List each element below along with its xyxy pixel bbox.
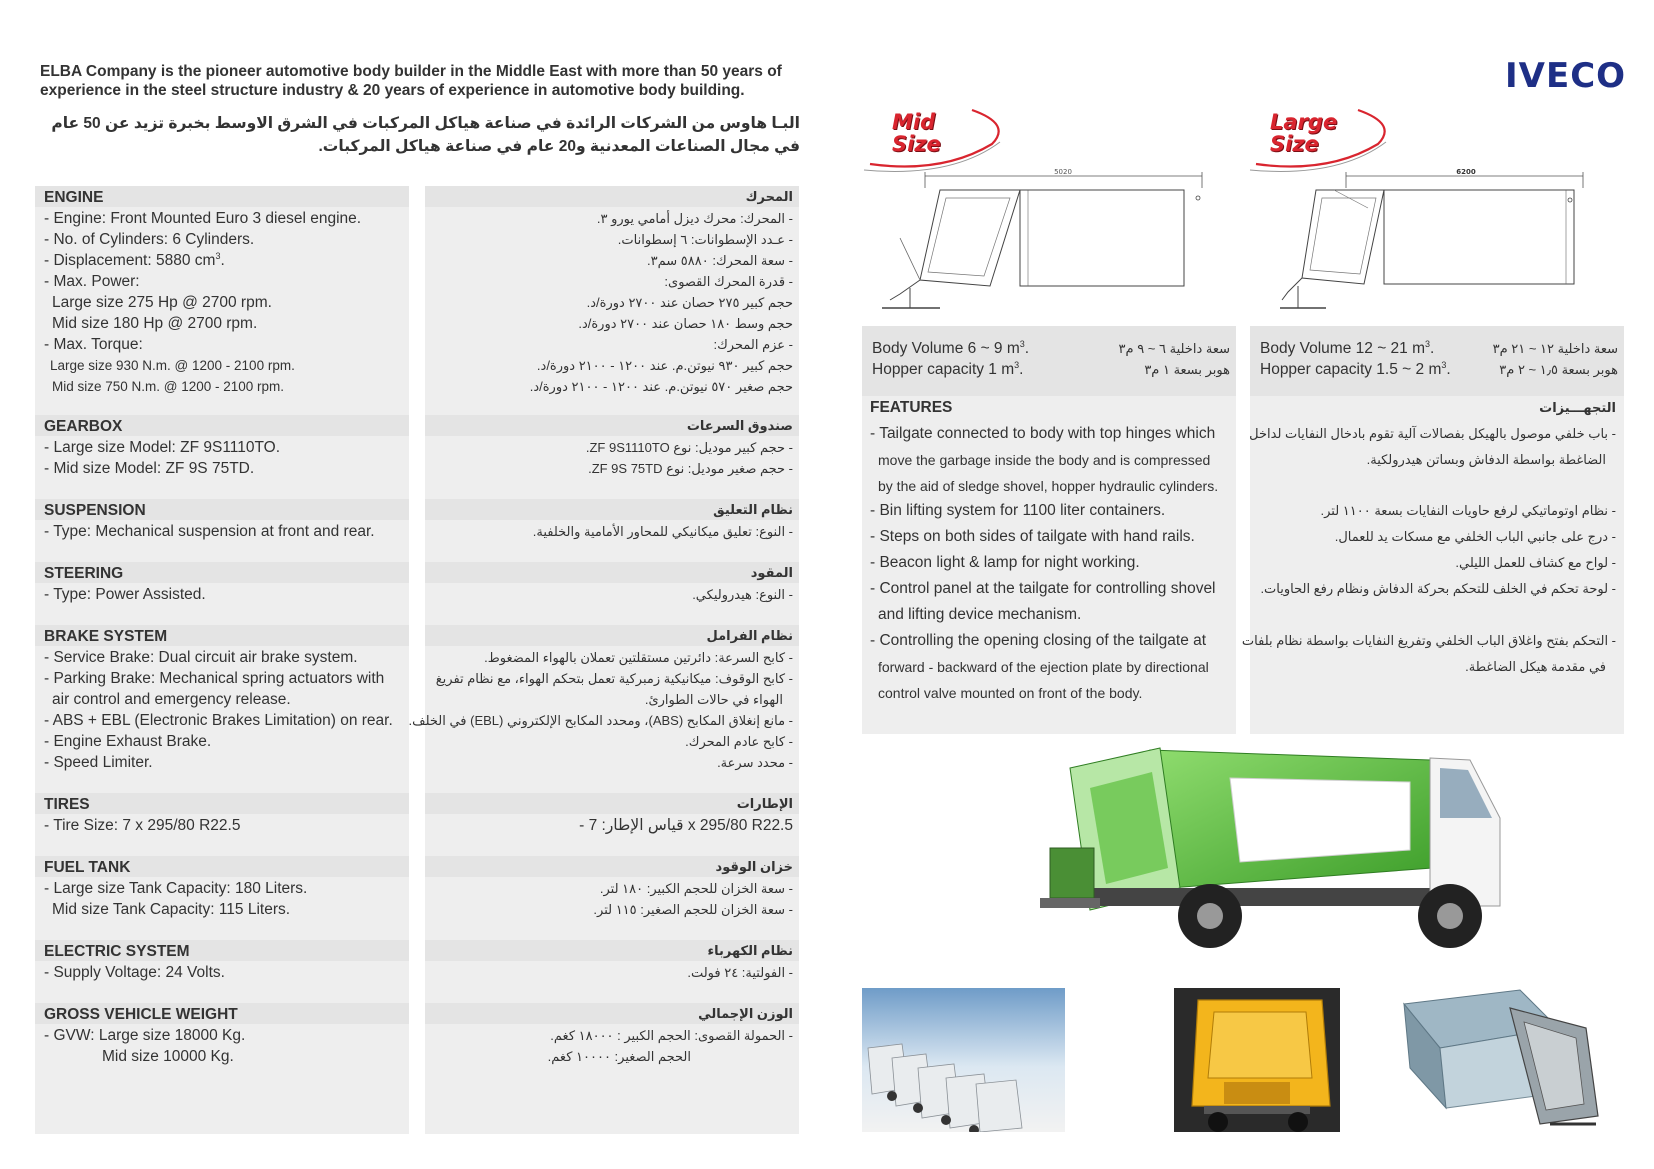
- spec-line-ar: - النوع: تعليق ميكانيكي للمحاور الأمامية والخلفية.: [532, 524, 793, 539]
- large-hopper-capacity: Hopper capacity 1.5 ~ 2 $m^3$.: [1260, 359, 1451, 378]
- spec-line: Mid size 10000 Kg.: [102, 1048, 234, 1065]
- electric-title: ELECTRIC SYSTEM: [44, 943, 190, 960]
- feature-line-ar: - التحكم بفتح واغلاق الباب الخلفي وتفريغ النفايات بواسطة نظام بلفات: [1241, 633, 1616, 648]
- features-title: FEATURES: [870, 399, 953, 416]
- intro-arabic: البـا هاوس من الشركات الرائدة في صناعة هياكل المركبات في الشرق الاوسط بخبرة تزيد عن 50 عام في مجال الصناعات المعدنية و20 عام في صناعة هياكل المركبات.: [51, 115, 800, 155]
- mid-hopper-capacity: Hopper capacity 1 $m^3$.: [872, 359, 1024, 378]
- spec-line: - Service Brake: Dual circuit air brake system.: [44, 649, 358, 666]
- spec-line: - ABS + EBL (Electronic Brakes Limitation) on rear.: [44, 712, 393, 729]
- feature-line-ar: - نظام اوتوماتيكي لرفع حاويات النفايات بسعة ١١٠٠ لتر.: [1320, 503, 1616, 518]
- spec-line: - Max. Power:: [44, 273, 140, 290]
- spec-line: - Type: Power Assisted.: [44, 586, 206, 603]
- feature-line: by the aid of sledge shovel, hopper hydraulic cylinders.: [878, 478, 1219, 494]
- intro-english: ELBA Company is the pioneer automotive body builder in the Middle East with more than 50 years of experience in the steel structure industry & 20 years of experience in automotive body building.: [40, 63, 782, 99]
- feature-line: - Tailgate connected to body with top hinges which: [870, 425, 1216, 442]
- brake-title: BRAKE SYSTEM: [44, 628, 168, 645]
- large-body-volume-ar: سعة داخلية ١٢ ~ ٢١ م٣: [1492, 341, 1618, 356]
- spec-line-ar: - محدد سرعة.: [717, 755, 793, 770]
- feature-line-ar: - درج على جانبي الباب الخلفي مع مسكات يد للعمال.: [1334, 529, 1616, 544]
- spec-line-ar: حجم وسط ١٨٠ حصان عند ٢٧٠٠ دورة/د.: [578, 316, 793, 331]
- spec-line-ar: - سعة المحرك: ٥٨٨٠ سم٣.: [647, 253, 793, 268]
- spec-line: Mid size Tank Capacity: 115 Liters.: [52, 901, 291, 918]
- truck-fleet-photo: [862, 988, 1065, 1132]
- spec-line: - Engine: Front Mounted Euro 3 diesel engine.: [44, 210, 362, 227]
- feature-line: - Bin lifting system for 1100 liter containers.: [870, 502, 1166, 519]
- spec-line-ar: حجم كبير ٢٧٥ حصان عند ٢٧٠٠ دورة/د.: [586, 295, 793, 310]
- fuel-title-ar: خزان الوقود: [715, 859, 793, 874]
- gvw-title: GROSS VEHICLE WEIGHT: [44, 1006, 238, 1023]
- tires-title: TIRES: [44, 796, 90, 813]
- spec-line: - Mid size Model: ZF 9S 75TD.: [44, 460, 255, 477]
- spec-line-ar: - حجم كبير موديل: نوع ZF 9S1110TO.: [585, 440, 793, 455]
- spec-line-ar: - قدرة المحرك القصوى:: [664, 274, 793, 289]
- yellow-truck-photo: [1174, 988, 1340, 1132]
- mid-dimension: 5020: [1054, 168, 1072, 176]
- specs-arabic-panel: [408, 186, 799, 1134]
- gearbox-title-ar: صندوق السرعات: [686, 418, 793, 433]
- mid-badge-line2: Size: [892, 132, 941, 156]
- large-size-badge: [1248, 104, 1398, 174]
- spec-line: - Type: Mechanical suspension at front and rear.: [44, 523, 375, 540]
- spec-line: Mid size 180 Hp @ 2700 rpm.: [52, 315, 258, 332]
- mid-hopper-ar: هوبر بسعة ١ م٣: [1144, 362, 1230, 377]
- spec-line: - Tire Size: 7 x 295/80 R22.5: [44, 817, 241, 834]
- spec-line: - Engine Exhaust Brake.: [44, 733, 212, 750]
- engine-title: ENGINE: [44, 189, 104, 206]
- electric-title-ar: نظام الكهرباء: [707, 943, 793, 958]
- spec-line-ar: - عزم المحرك:: [713, 337, 793, 352]
- feature-line: forward - backward of the ejection plate by directional: [878, 659, 1209, 675]
- mid-body-volume: Body Volume 6 ~ 9 $m^3$.: [872, 338, 1030, 357]
- feature-line-ar: - باب خلفي موصول بالهيكل بفصالات آلية تقوم بادخال النفايات لداخل: [1249, 426, 1616, 441]
- large-hopper-ar: هوبر بسعة ١٫٥ ~ ٢ م٣: [1499, 362, 1618, 377]
- spec-line: - Large size Tank Capacity: 180 Liters.: [44, 880, 308, 897]
- feature-line-ar: - لوحة تحكم في الخلف للتحكم بحركة الدفاش ونظام رفع الحاويات.: [1260, 581, 1616, 596]
- spec-line: - Max. Torque:: [44, 336, 143, 353]
- garbage-truck-image: [1030, 738, 1520, 978]
- spec-line-ar: - كابح الوقوف: ميكانيكية زمبركية تعمل بتحكم الهواء، مع نظام تفريغ: [435, 671, 793, 686]
- mid-body-drawing: [880, 168, 1220, 320]
- spec-line-ar: حجم كبير ٩٣٠ نيوتن.م. عند ١٢٠٠ - ٢١٠٠ دورة/د.: [536, 358, 793, 373]
- feature-line-ar: في مقدمة هيكل الضاغطة.: [1465, 659, 1606, 674]
- spec-line-ar: - الفولتية: ٢٤ فولت.: [687, 965, 793, 980]
- spec-line: - Supply Voltage: 24 Volts.: [44, 964, 225, 981]
- mid-body-volume-ar: سعة داخلية ٦ ~ ٩ م٣: [1118, 341, 1230, 356]
- feature-line-ar: الضاغطة بواسطة الدفاش وبساتن هيدرولكية.: [1366, 452, 1606, 467]
- spec-line: - Parking Brake: Mechanical spring actuators with: [44, 670, 385, 687]
- spec-line-ar: - سعة الخزان للحجم الكبير: ١٨٠ لتر.: [599, 881, 793, 896]
- feature-line: - Control panel at the tailgate for controlling shovel: [870, 580, 1216, 597]
- spec-line-ar: - قياس الإطار: 7 x 295/80 R22.5: [579, 817, 793, 834]
- feature-line: control valve mounted on front of the body.: [878, 685, 1143, 701]
- feature-line: - Beacon light & lamp for night working.: [870, 554, 1140, 571]
- steering-title: STEERING: [44, 565, 124, 582]
- suspension-title-ar: نظام التعليق: [713, 502, 793, 517]
- feature-line: - Steps on both sides of tailgate with hand rails.: [870, 528, 1195, 545]
- large-features-column: [1241, 326, 1624, 734]
- spec-line-ar: - مانع إنغلاق المكابح (ABS)، ومحدد المكابح الإلكتروني (EBL) في الخلف.: [408, 713, 793, 728]
- spec-line: - No. of Cylinders: 6 Cylinders.: [44, 231, 255, 248]
- large-body-volume: Body Volume 12 ~ 21 $m^3$.: [1260, 338, 1435, 357]
- large-dimension: 6200: [1456, 168, 1476, 176]
- gearbox-title: GEARBOX: [44, 418, 123, 435]
- gvw-title-ar: الوزن الإجمالي: [698, 1006, 793, 1021]
- specs-english-panel: [35, 186, 409, 1134]
- spec-line-ar: - سعة الخزان للحجم الصغير: ١١٥ لتر.: [593, 902, 793, 917]
- tires-title-ar: الإطارات: [736, 796, 793, 811]
- engine-title-ar: المحرك: [745, 189, 793, 204]
- features-title-ar: التجهـــيزات: [1539, 400, 1616, 415]
- spec-line: - Displacement: 5880 $cm^3$.: [44, 250, 225, 269]
- mid-size-badge: [862, 104, 1012, 174]
- feature-line: - Controlling the opening closing of the tailgate at: [870, 632, 1207, 649]
- spec-line: Mid size 750 N.m. @ 1200 - 2100 rpm.: [52, 379, 285, 394]
- mid-features-column: [862, 326, 1236, 734]
- spec-line-ar: - الحمولة القصوى: الحجم الكبير : ١٨٠٠٠ كغم.: [550, 1028, 793, 1043]
- feature-line: and lifting device mechanism.: [878, 606, 1082, 623]
- fuel-title: FUEL TANK: [44, 859, 131, 876]
- spec-line-ar: الحجم الصغير: ١٠٠٠٠ كغم.: [547, 1049, 691, 1064]
- spec-line: - Speed Limiter.: [44, 754, 153, 771]
- suspension-title: SUSPENSION: [44, 502, 146, 519]
- spec-line-ar: - كابح السرعة: دائرتين مستقلتين تعملان بالهواء المضغوط.: [484, 650, 793, 665]
- spec-line-ar: - المحرك: محرك ديزل أمامي يورو ٣.: [596, 211, 793, 226]
- iveco-logo: IVECO: [1505, 56, 1627, 96]
- spec-line: - Large size Model: ZF 9S1110TO.: [44, 439, 281, 456]
- spec-line-ar: حجم صغير ٥٧٠ نيوتن.م. عند ١٢٠٠ - ٢١٠٠ دورة/د.: [529, 379, 793, 394]
- spec-line-ar: - حجم صغير موديل: نوع ZF 9S 75TD.: [588, 461, 793, 476]
- feature-line-ar: - لواح مع كشاف للعمل الليلي.: [1455, 555, 1616, 570]
- large-badge-line2: Size: [1270, 132, 1319, 156]
- steering-title-ar: المقود: [750, 565, 793, 580]
- spec-line: Large size 930 N.m. @ 1200 - 2100 rpm.: [50, 358, 295, 373]
- spec-line-ar: - عـدد الإسطوانات: ٦ إسطوانات.: [617, 232, 793, 247]
- mid-badge-line1: Mid: [892, 110, 936, 134]
- large-body-drawing: [1276, 168, 1596, 320]
- spec-line: air control and emergency release.: [52, 691, 291, 708]
- spec-line-ar: - كابح عادم المحرك.: [685, 734, 793, 749]
- spec-line: Large size 275 Hp @ 2700 rpm.: [52, 294, 272, 311]
- spec-line: - GVW: Large size 18000 Kg.: [44, 1027, 246, 1044]
- compactor-cutaway-photo: [1400, 988, 1610, 1132]
- brake-title-ar: نظام الفرامل: [706, 628, 793, 643]
- spec-line-ar: الهواء في حالات الطوارئ.: [644, 692, 783, 707]
- large-badge-line1: Large: [1270, 110, 1338, 134]
- spec-line-ar: - النوع: هيدروليكي.: [692, 587, 793, 602]
- feature-line: move the garbage inside the body and is compressed: [878, 452, 1211, 468]
